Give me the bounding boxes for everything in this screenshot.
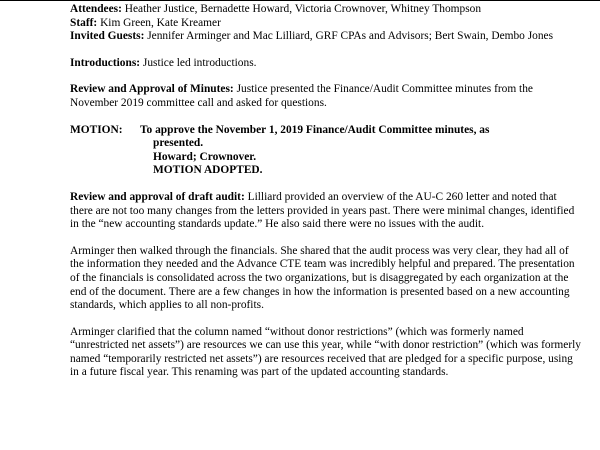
motion-line-1: To approve the November 1, 2019 Finance/Audit Committee minutes, as: [140, 123, 490, 136]
minutes-paragraph: [70, 83, 582, 110]
attendees-text: Heather Justice, Bernadette Howard, Victoria Crownover, Whitney Thompson: [124, 3, 482, 15]
staff-text: Kim Green, Kate Kreamer: [100, 16, 221, 29]
motion-block: [70, 124, 582, 178]
invited-guests-label: Invited Guests:: [70, 30, 145, 43]
motion-body: [140, 124, 582, 178]
draft-audit-paragraph: [70, 191, 582, 232]
staff-line: [70, 17, 582, 31]
minutes-label: Review and Approval of Minutes:: [70, 83, 234, 96]
attendees-label: Attendees:: [70, 3, 122, 15]
minutes-text: Justice presented the Finance/Audit Committee minutes from the November 2019 committee call and asked for questions.: [70, 83, 533, 109]
staff-label: Staff:: [70, 16, 98, 29]
motion-line-3: Howard; Crownover.: [153, 150, 257, 163]
motion-label: MOTION:: [70, 123, 123, 136]
introductions-paragraph: [70, 57, 582, 71]
invited-guests-text: Jennifer Arminger and Mac Lilliard, GRF CPAs and Advisors; Bert Swain, Dembo Jones: [147, 30, 554, 43]
introductions-text: Justice led introductions.: [142, 56, 257, 69]
invited-guests-line: [70, 30, 582, 44]
introductions-label: Introductions:: [70, 56, 141, 69]
top-rule: [0, 0, 600, 1]
minutes-content: [70, 3, 582, 380]
restrictions-paragraph: Arminger clarified that the column named “without donor restrictions” (which was formerly named “unrestricted net assets”) are resources we can use this year, while “with donor restriction” (which was formerly named “temporarily restricted net assets”) are resources received that are pledged for a specific purpose, using in a future fiscal year. This renaming was part of the updated accounting standards.: [70, 325, 581, 379]
motion-line-2: presented.: [153, 137, 204, 150]
draft-audit-text: Lilliard provided an overview of the AU-C 260 letter and noted that there are not too many changes from the letters provided in years past. There were minimal changes, identified in the “new accounting standards update.” He also said there were no issues with the audit.: [70, 190, 575, 231]
financials-paragraph: Arminger then walked through the financials. She shared that the audit process was very clear, they had all of the information they needed and the Advance CTE team was incredibly helpful and prepared. The presentation of the financials is consolidated across the two organizations, but is disaggregated by each organization at the end of the document. There are a few changes in how the information is presented based on a new accounting standards, which applies to all non-profits.: [70, 244, 575, 312]
attendees-line: [70, 3, 582, 17]
motion-line-4: MOTION ADOPTED.: [153, 164, 263, 177]
draft-audit-label: Review and approval of draft audit:: [70, 190, 245, 203]
